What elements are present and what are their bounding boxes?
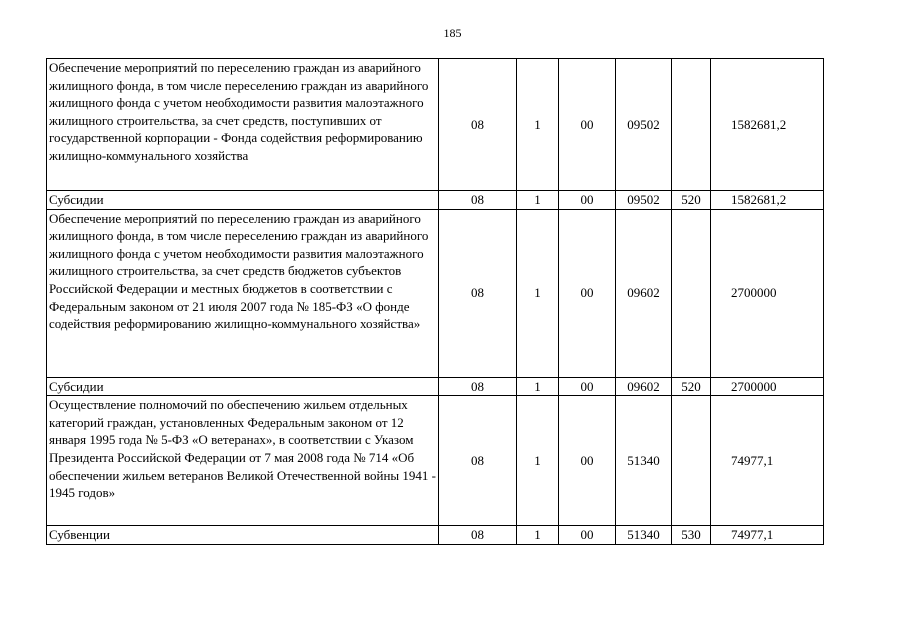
amount: 74977,1	[711, 526, 824, 545]
expense-type-code	[672, 59, 711, 191]
table-row	[47, 191, 824, 210]
program-code: 00	[559, 59, 616, 191]
budget-table	[46, 58, 824, 545]
amount: 1582681,2	[711, 59, 824, 191]
amount: 1582681,2	[711, 191, 824, 210]
row-description: Субсидии	[47, 377, 439, 396]
subsection-code: 1	[517, 59, 559, 191]
row-description: Осуществление полномочий по обеспечению жильем отдельных категорий граждан, установленных Федеральным законом от 12 января 1995 года № 5-ФЗ «О ветеранах», в соответствии с Указом Президента Российской Федерации от 7 мая 2008 года № 714 «Об обеспечении жильем ветеранов Великой Отечественной войны 1941 - 1945 годов»	[47, 396, 439, 526]
subsection-code: 1	[517, 191, 559, 210]
program-code: 00	[559, 377, 616, 396]
target-code: 09602	[616, 209, 672, 377]
section-code: 08	[439, 377, 517, 396]
expense-type-code: 520	[672, 377, 711, 396]
target-code: 09502	[616, 191, 672, 210]
table-row	[47, 59, 824, 191]
subsection-code: 1	[517, 377, 559, 396]
table-row	[47, 377, 824, 396]
program-code: 00	[559, 209, 616, 377]
program-code: 00	[559, 526, 616, 545]
table-row	[47, 526, 824, 545]
section-code: 08	[439, 191, 517, 210]
program-code: 00	[559, 191, 616, 210]
target-code: 09602	[616, 377, 672, 396]
target-code: 51340	[616, 526, 672, 545]
table-row	[47, 396, 824, 526]
program-code: 00	[559, 396, 616, 526]
row-description: Обеспечение мероприятий по переселению граждан из аварийного жилищного фонда, в том числе переселению граждан из аварийного жилищного фонда с учетом необходимости развития малоэтажного жилищного строительства, за счет средств, поступивших от государственной корпорации - Фонда содействия реформированию жилищно-коммунального хозяйства	[47, 59, 439, 191]
expense-type-code: 520	[672, 191, 711, 210]
expense-type-code	[672, 209, 711, 377]
row-description: Субвенции	[47, 526, 439, 545]
row-description: Обеспечение мероприятий по переселению граждан из аварийного жилищного фонда, в том числе переселению граждан из аварийного жилищного фонда с учетом необходимости развития малоэтажного жилищного строительства, за счет средств бюджетов субъектов Российской Федерации и местных бюджетов в соответствии с Федеральным законом от 21 июля 2007 года № 185-ФЗ «О фонде содействия реформированию жилищно-коммунального хозяйства»	[47, 209, 439, 377]
section-code: 08	[439, 396, 517, 526]
expense-type-code: 530	[672, 526, 711, 545]
page-number: 185	[443, 26, 462, 40]
section-code: 08	[439, 59, 517, 191]
subsection-code: 1	[517, 396, 559, 526]
section-code: 08	[439, 209, 517, 377]
target-code: 09502	[616, 59, 672, 191]
subsection-code: 1	[517, 526, 559, 545]
amount: 2700000	[711, 209, 824, 377]
expense-type-code	[672, 396, 711, 526]
amount: 74977,1	[711, 396, 824, 526]
amount: 2700000	[711, 377, 824, 396]
target-code: 51340	[616, 396, 672, 526]
table-row	[47, 209, 824, 377]
subsection-code: 1	[517, 209, 559, 377]
row-description: Субсидии	[47, 191, 439, 210]
section-code: 08	[439, 526, 517, 545]
